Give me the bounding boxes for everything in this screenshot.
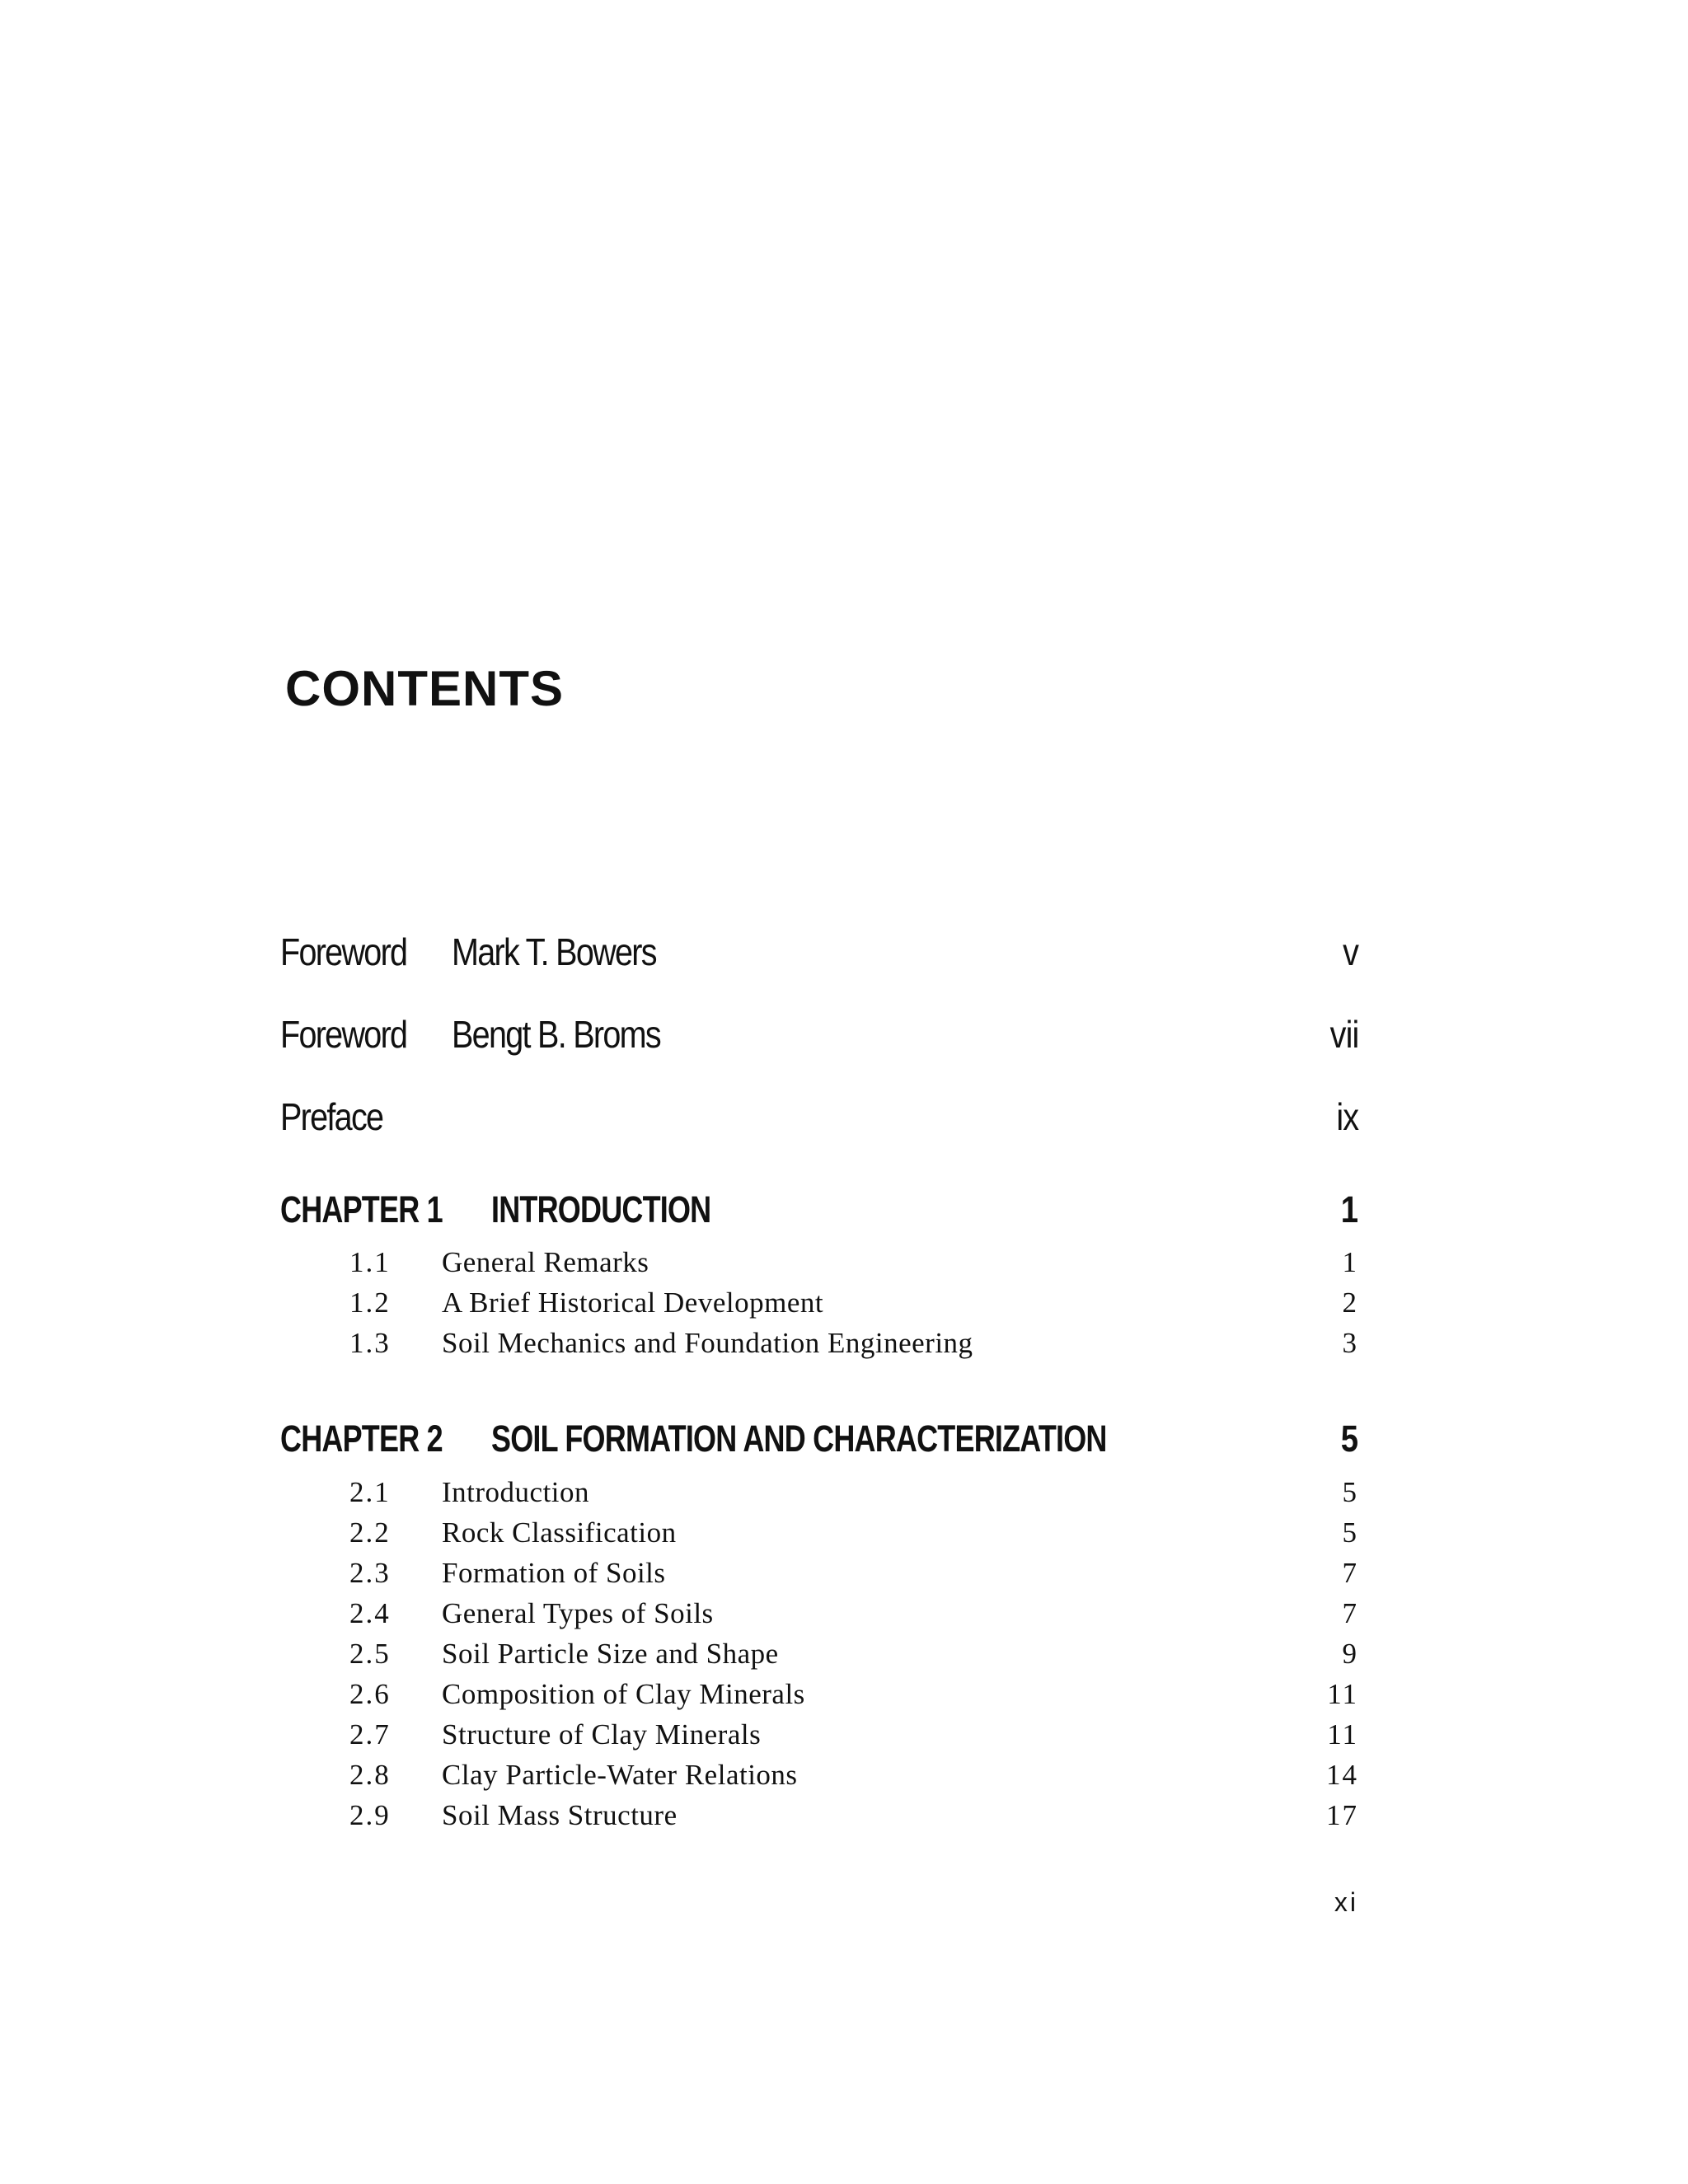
section-number: 1.2 xyxy=(349,1286,391,1319)
toc-section-row[interactable] xyxy=(280,1512,1358,1553)
section-page-number: 5 xyxy=(1342,1476,1358,1508)
section-page-number: 11 xyxy=(1327,1718,1358,1750)
chapter-2-sections xyxy=(280,1472,1358,1835)
entry-page-number: vii xyxy=(1329,1013,1358,1056)
toc-section-row[interactable] xyxy=(280,1795,1358,1835)
section-number: 2.6 xyxy=(349,1678,391,1710)
toc-section-row[interactable] xyxy=(280,1593,1358,1633)
section-title: Structure of Clay Minerals xyxy=(442,1718,762,1750)
section-title: Formation of Soils xyxy=(442,1557,666,1589)
entry-label: Foreword xyxy=(280,930,407,973)
section-number: 1.3 xyxy=(349,1327,391,1359)
section-number: 2.2 xyxy=(349,1516,391,1549)
section-page-number: 5 xyxy=(1342,1516,1358,1549)
section-title: Introduction xyxy=(442,1476,590,1508)
section-number: 2.4 xyxy=(349,1597,391,1629)
section-number: 2.9 xyxy=(349,1799,391,1831)
toc-section-row[interactable] xyxy=(280,1242,1358,1282)
section-title: Composition of Clay Minerals xyxy=(442,1678,805,1710)
entry-label: Foreword xyxy=(280,1013,407,1056)
section-number: 2.3 xyxy=(349,1557,391,1589)
section-number: 2.5 xyxy=(349,1638,391,1670)
chapter-label: CHAPTER 1 xyxy=(280,1188,443,1230)
section-title: Soil Mechanics and Foundation Engineering xyxy=(442,1327,973,1359)
toc-section-row[interactable] xyxy=(280,1553,1358,1593)
section-number: 2.8 xyxy=(349,1759,391,1791)
chapter-title: SOIL FORMATION AND CHARACTERIZATION xyxy=(491,1418,1107,1460)
toc-entry-foreword-bowers[interactable] xyxy=(280,930,1358,987)
toc-entry-foreword-broms[interactable] xyxy=(280,1012,1358,1070)
page-folio: xi xyxy=(1334,1887,1358,1917)
toc-section-row[interactable] xyxy=(280,1472,1358,1512)
chapter-1-sections xyxy=(280,1242,1358,1363)
section-title: Soil Mass Structure xyxy=(442,1799,678,1831)
section-page-number: 11 xyxy=(1327,1678,1358,1710)
section-number: 2.7 xyxy=(349,1718,391,1750)
entry-label: Preface xyxy=(280,1095,383,1138)
section-page-number: 9 xyxy=(1342,1638,1358,1670)
toc-section-row[interactable] xyxy=(280,1323,1358,1363)
section-title: General Remarks xyxy=(442,1246,649,1278)
entry-page-number: v xyxy=(1343,930,1358,973)
toc-chapter-2[interactable] xyxy=(280,1418,1358,1467)
section-page-number: 3 xyxy=(1342,1327,1358,1359)
section-page-number: 17 xyxy=(1326,1799,1358,1831)
chapter-page-number: 5 xyxy=(1340,1418,1358,1460)
chapter-title: INTRODUCTION xyxy=(491,1188,711,1230)
section-title: A Brief Historical Development xyxy=(442,1286,824,1319)
chapter-page-number: 1 xyxy=(1340,1188,1358,1230)
section-title: Rock Classification xyxy=(442,1516,677,1549)
toc-entry-preface[interactable] xyxy=(280,1094,1358,1152)
chapter-label: CHAPTER 2 xyxy=(280,1418,443,1460)
section-page-number: 7 xyxy=(1342,1557,1358,1589)
section-title: Soil Particle Size and Shape xyxy=(442,1638,779,1670)
section-number: 1.1 xyxy=(349,1246,391,1278)
toc-chapter-1[interactable] xyxy=(280,1188,1358,1238)
section-number: 2.1 xyxy=(349,1476,391,1508)
page-title: CONTENTS xyxy=(285,661,564,716)
toc-section-row[interactable] xyxy=(280,1674,1358,1714)
entry-author: Bengt B. Broms xyxy=(452,1013,660,1056)
section-title: Clay Particle-Water Relations xyxy=(442,1759,798,1791)
toc-section-row[interactable] xyxy=(280,1714,1358,1755)
toc-section-row[interactable] xyxy=(280,1633,1358,1674)
entry-author: Mark T. Bowers xyxy=(452,930,656,973)
entry-page-number: ix xyxy=(1336,1095,1358,1138)
section-title: General Types of Soils xyxy=(442,1597,714,1629)
section-page-number: 2 xyxy=(1342,1286,1358,1319)
section-page-number: 1 xyxy=(1342,1246,1358,1278)
section-page-number: 7 xyxy=(1342,1597,1358,1629)
toc-section-row[interactable] xyxy=(280,1282,1358,1323)
section-page-number: 14 xyxy=(1326,1759,1358,1791)
toc-section-row[interactable] xyxy=(280,1755,1358,1795)
